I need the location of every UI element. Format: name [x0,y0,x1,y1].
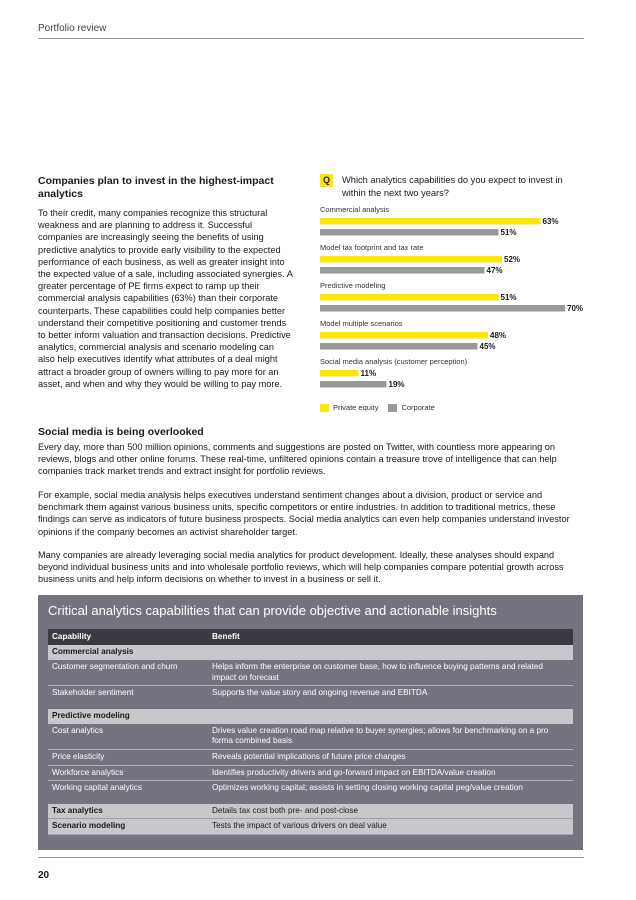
bar-corporate [320,229,499,236]
capability-cell: Commercial analysis [52,647,134,657]
legend-label-private-equity: Private equity [333,403,379,412]
bar-private-equity [320,294,499,301]
bar-corporate [320,343,478,350]
table-row [48,819,573,835]
bar-chart [320,204,590,399]
bar-private-equity [320,370,359,377]
table-row [48,750,573,766]
page-number: 20 [38,870,50,881]
section-title-invest: Companies plan to invest in the highest-impact analytics [38,175,274,200]
benefit-cell: Identifies productivity drivers and go-forward impact on EBITDA/value creation [212,767,496,777]
table-row [48,724,573,750]
section-title-social: Social media is being overlooked [38,426,204,438]
category-label: Commercial analysis [320,205,390,214]
chart-legend [320,403,435,412]
category-label: Social media analysis (customer perception) [320,357,468,366]
capabilities-table [48,629,573,835]
legend-label-corporate: Corporate [401,403,435,412]
capability-cell: Workforce analytics [52,767,124,777]
data-label: 51% [500,228,517,237]
capabilities-panel [38,595,583,850]
legend-item-private-equity [320,403,378,412]
bar-corporate [320,381,387,388]
table-row [48,781,573,796]
data-label: 70% [567,304,584,313]
left-column [38,175,293,390]
benefit-cell: Drives value creation road map relative to buyer synergies; allows for benchmarking on a pro forma combined basis [212,725,549,746]
question-text: Which analytics capabilities do you expect to invest in within the next two years? [342,175,563,198]
benefit-cell: Details tax cost both pre- and post-close [212,805,359,815]
legend-swatch-private-equity [320,404,329,412]
data-label: 45% [479,342,496,351]
table-title: Critical analytics capabilities that can provide objective and actionable insights [48,603,497,618]
table-section-row [48,645,573,660]
bar-corporate [320,305,565,312]
question-badge: Q [320,174,333,187]
benefit-cell [208,651,573,655]
category-label: Model tax footprint and tax rate [320,243,424,252]
table-row [48,804,573,820]
capability-cell: Customer segmentation and churn [52,662,178,671]
data-label: 11% [360,369,377,378]
header-benefit: Benefit [212,631,240,641]
bar-private-equity [320,332,488,339]
paragraph-invest: To their credit, many companies recognize this structural weakness and are planning to address it. Successful companies are increasingly seeing the benefits of using predictive analytics to provide early visibility to the expected performance of each business, as well as greater insight into the expected value of a sale, including associated synergies. A greater percentage of PE firms expect to ramp up their commercial analysis capabilities (63%) than their corporate counterparts. These capabilities could help companies better understand their competitive positioning and customer trends to better inform valuation and transaction decisions. Predictive analytics, commercial analysis and scenario modeling can also help executives identify what attributes of a deal might attract a broader group of owners willing to pay more for an asset, and when and why they would be willing to pay more. [38,208,293,389]
table-row [48,660,573,686]
table-row [48,766,573,782]
paragraph-social-1: Every day, more than 500 million opinions, comments and suggestions are posted on Twitter, with countless more appearing on reviews, blogs and other online forums. These real-time, unfiltered opinions contain a treasure trove of intelligence that can help companies track market trends and extract insight for portfolio reviews. [38,442,557,477]
capability-cell: Predictive modeling [52,710,130,720]
benefit-cell: Helps inform the enterprise on customer base, how to influence buying patterns and related impact on forecast [212,662,543,682]
running-header: Portfolio review [38,23,107,34]
footer-rule [38,857,584,858]
capability-cell: Tax analytics [52,805,103,815]
benefit-cell: Tests the impact of various drivers on deal value [212,821,387,831]
capability-cell: Cost analytics [52,725,103,735]
data-label: 48% [490,331,507,340]
table-row [48,686,573,701]
header-capability: Capability [52,631,92,641]
paragraph-social-3: Many companies are already leveraging social media analytics for product development. Ideally, these analyses should expand beyond individual business units and into wholesale portfolio reviews, which will help companies compare potential growth across business units and help inform decisions on whether to invest in a business or sell it. [38,550,564,585]
benefit-cell: Reveals potential implications of future price changes [212,751,406,761]
data-label: 47% [486,266,503,275]
data-label: 19% [388,380,405,389]
data-label: 52% [504,255,521,264]
data-label: 51% [500,293,517,302]
capability-cell: Working capital analytics [52,783,142,793]
data-label: 63% [542,217,559,226]
benefit-cell [208,714,573,718]
table-section-row [48,709,573,724]
capability-cell: Scenario modeling [52,821,126,831]
category-label: Model multiple scenarios [320,319,403,328]
bar-private-equity [320,218,541,225]
paragraph-social-2: For example, social media analysis helps executives understand sentiment changes about a division, product or service and benchmark them against various business units, specific competitors or entire industries. In addition to traditional metrics, these findings can serve as indicators of future business prospects. Social media analytics can even help companies understand investor opinions if the company becomes an activist shareholder target. [38,490,570,537]
benefit-cell: Supports the value story and ongoing revenue and EBITDA [212,688,428,698]
capability-cell: Stakeholder sentiment [52,688,134,698]
bar-corporate [320,267,485,274]
capability-cell: Price elasticity [52,751,105,761]
table-header-row [48,629,573,645]
benefit-cell: Optimizes working capital; assists in setting closing working capital peg/value creation [212,783,523,793]
legend-swatch-corporate [388,404,397,412]
legend-item-corporate [388,403,434,412]
bar-private-equity [320,256,502,263]
header-rule [38,38,584,39]
category-label: Predictive modeling [320,281,386,290]
